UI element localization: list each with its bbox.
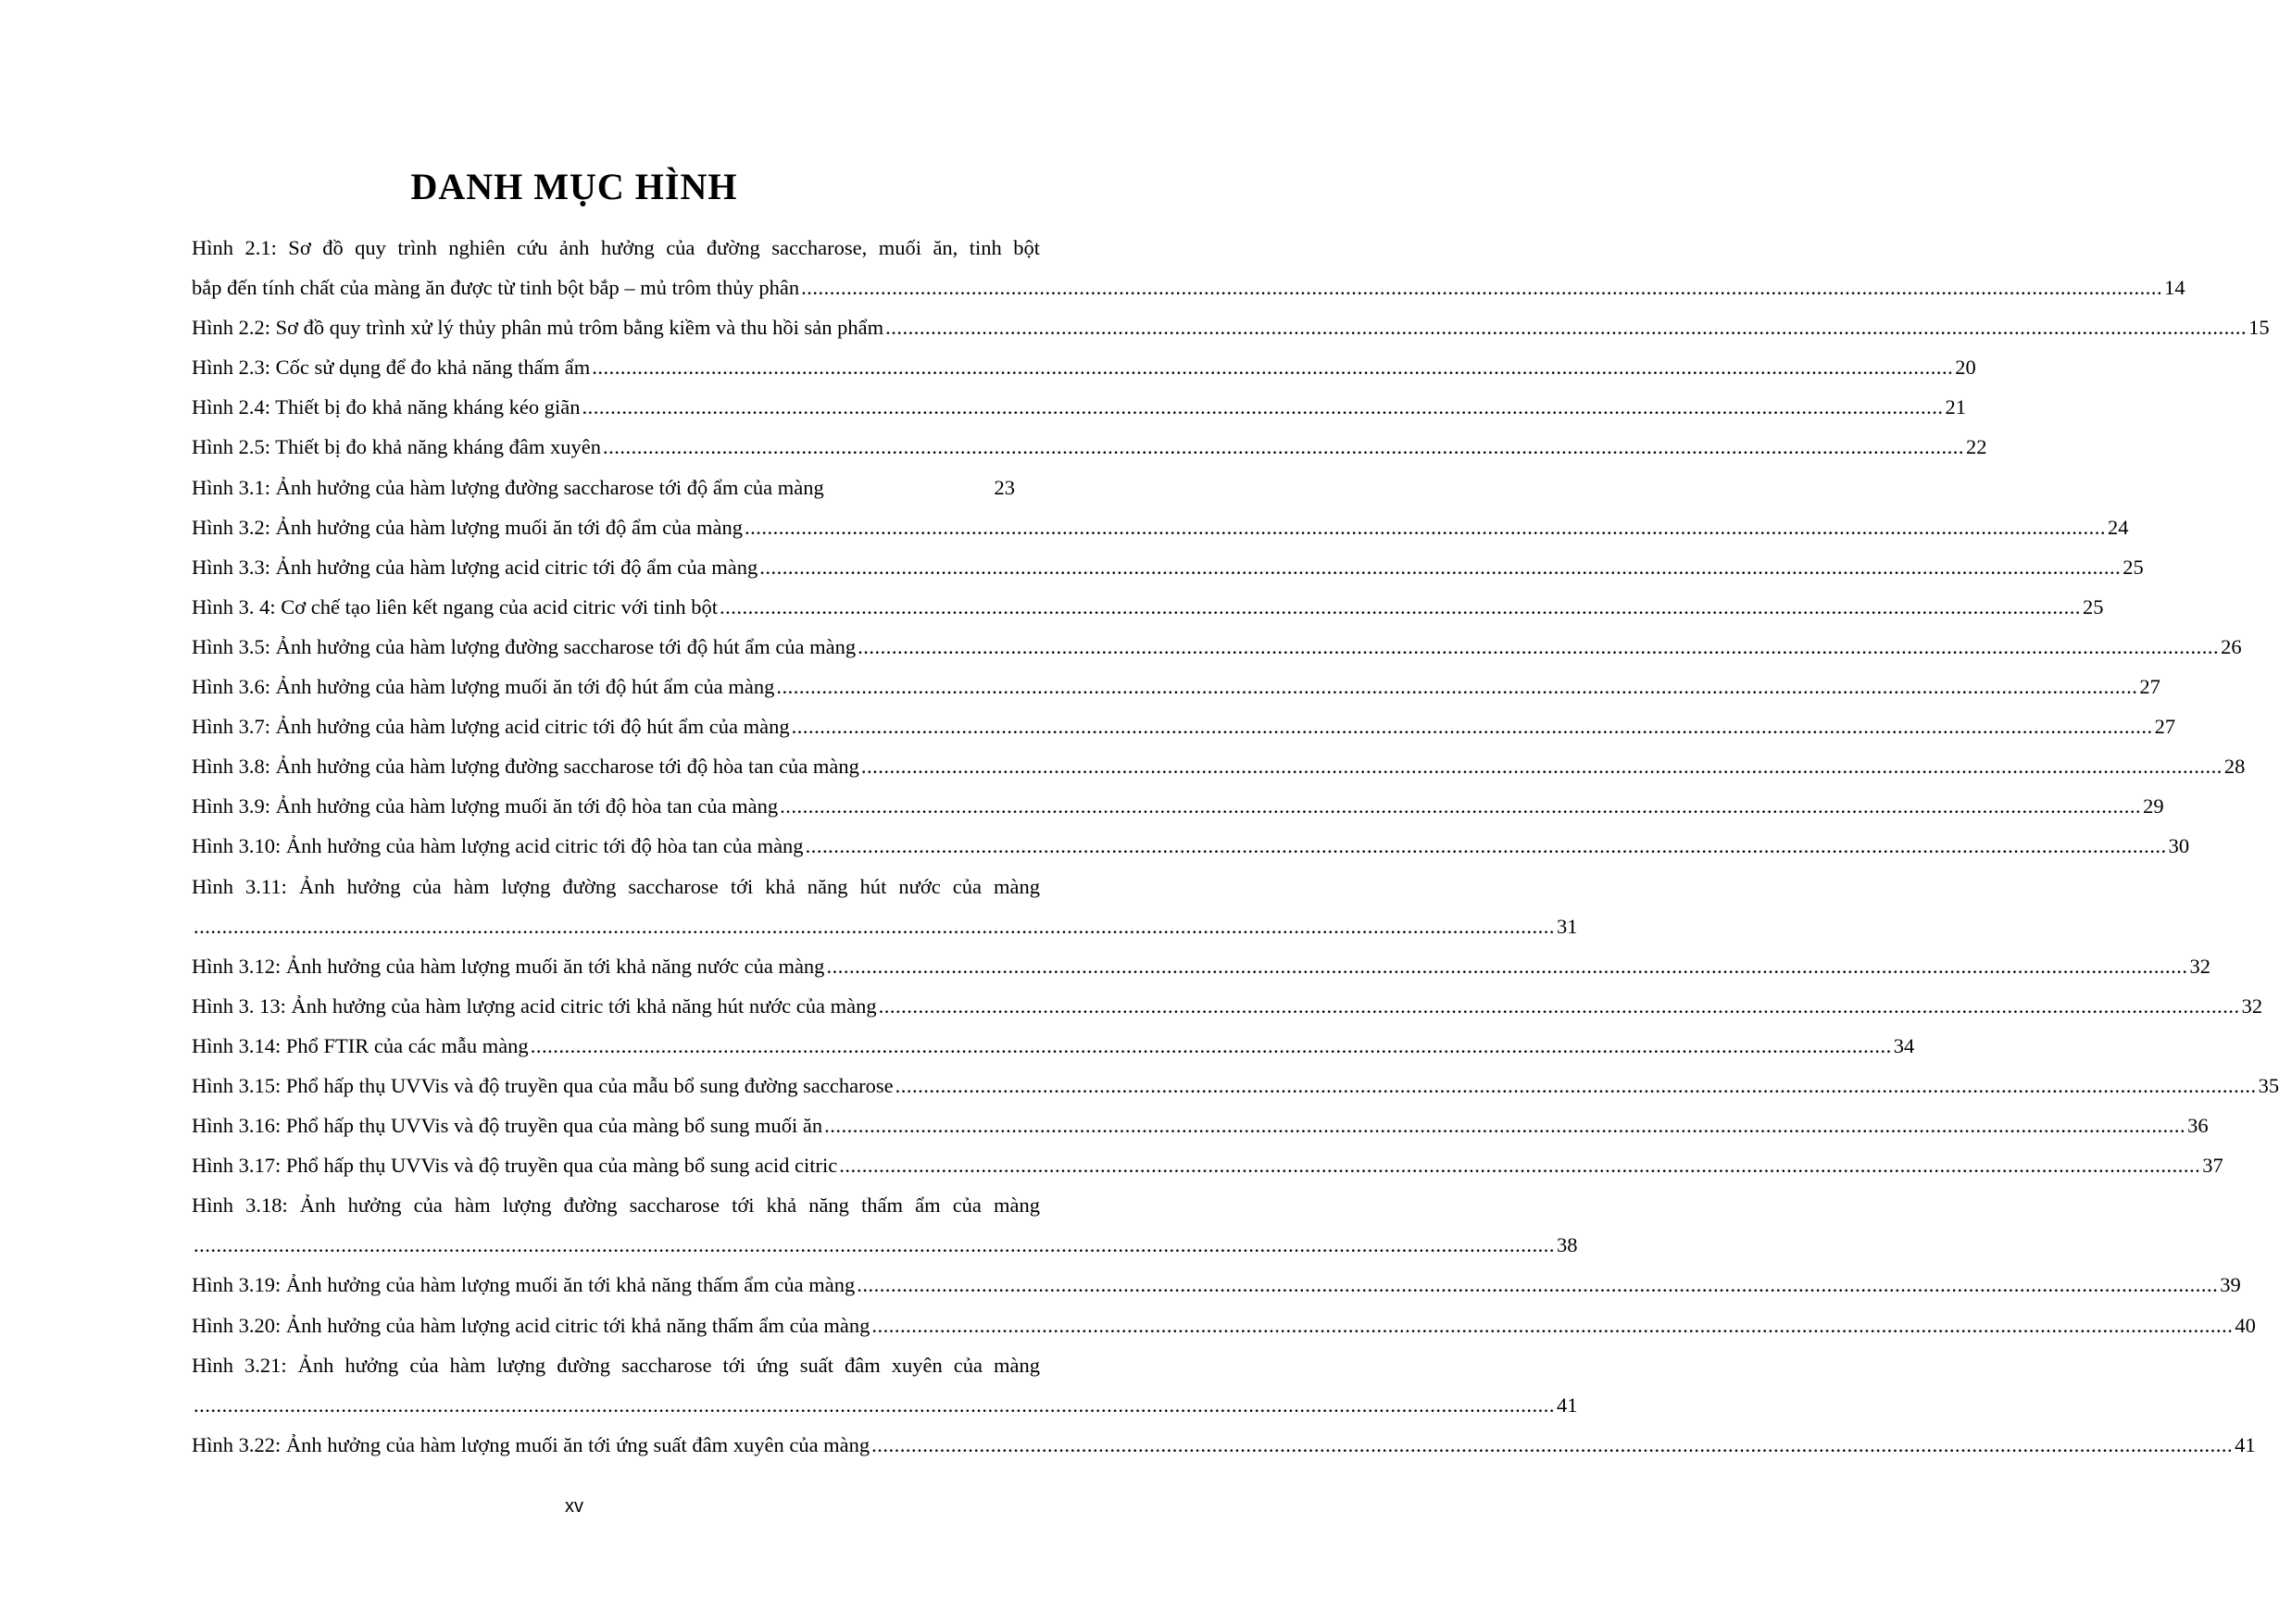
entry-page-number: 41 xyxy=(1557,1393,1578,1417)
entry-page-number: 15 xyxy=(2248,316,2270,340)
entry-text: Hình 3.19: Ảnh hưởng của hàm lượng muối ăn tới khả năng thấm ẩm của màng xyxy=(192,1273,856,1297)
dot-leader xyxy=(858,627,2219,667)
entry-page-number: 22 xyxy=(1966,435,1987,459)
entry-text: Hình 3.3: Ảnh hưởng của hàm lượng acid citric tới độ ẩm của màng xyxy=(192,555,758,579)
figure-entry[interactable] xyxy=(192,1026,1915,1066)
dot-leader xyxy=(824,1106,2185,1145)
dot-leader xyxy=(861,746,2223,786)
dot-leader xyxy=(780,786,2141,826)
entry-page-number: 40 xyxy=(2235,1313,2256,1337)
entry-text: Hình 3.8: Ảnh hưởng của hàm lượng đường saccharose tới độ hòa tan của màng xyxy=(192,755,859,779)
entry-text: Hình 3.15: Phổ hấp thụ UVVis và độ truyền qua của mẫu bổ sung đường saccharose xyxy=(192,1073,894,1097)
entry-page-number: 27 xyxy=(2154,715,2176,739)
dot-leader xyxy=(194,1225,1555,1265)
dot-leader xyxy=(806,826,2167,866)
figure-entry[interactable] xyxy=(192,547,2144,587)
entry-page-number: 27 xyxy=(2139,675,2160,699)
entry-text: Hình 3.2: Ảnh hưởng của hàm lượng muối ăn tới độ ẩm của màng xyxy=(192,515,743,539)
page-title: DANH MỤC HÌNH xyxy=(410,166,738,207)
dot-leader xyxy=(582,387,1944,427)
dot-leader xyxy=(826,946,2187,986)
figure-list xyxy=(192,228,2279,1465)
entry-page-number: 28 xyxy=(2223,755,2246,779)
figure-entry[interactable] xyxy=(192,786,2164,826)
dot-leader xyxy=(194,906,1555,946)
dot-leader xyxy=(194,1385,1555,1425)
entry-text: Hình 3.12: Ảnh hưởng của hàm lượng muối ăn tới khả năng nước của màng xyxy=(192,954,825,978)
entry-page-number: 30 xyxy=(2168,834,2190,858)
entry-text: Hình 3.18: Ảnh hưởng của hàm lượng đường saccharose tới khả năng thấm ẩm của màng xyxy=(192,1193,1040,1218)
figure-entry[interactable] xyxy=(192,627,2242,667)
entry-text: Hình 3.10: Ảnh hưởng của hàm lượng acid citric tới độ hòa tan của màng xyxy=(192,834,804,858)
figure-entry[interactable] xyxy=(192,1345,1578,1425)
entry-text: Hình 2.3: Cốc sử dụng để đo khả năng thấm ẩm xyxy=(192,356,591,380)
dot-leader xyxy=(801,268,2162,307)
entry-text: Hình 3.1: Ảnh hưởng của hàm lượng đường saccharose tới độ ẩm của màng xyxy=(192,475,824,499)
entry-text: Hình 3.11: Ảnh hưởng của hàm lượng đường saccharose tới khả năng hút nước của màng xyxy=(192,874,1040,898)
dot-leader xyxy=(745,507,2106,547)
entry-page-number: 24 xyxy=(2108,515,2129,539)
entry-page-number: 21 xyxy=(1945,395,1967,419)
figure-entry[interactable] xyxy=(192,746,2246,786)
entry-text: Hình 2.4: Thiết bị đo khả năng kháng kéo giãn xyxy=(192,395,581,419)
entry-page-number: 38 xyxy=(1557,1233,1578,1257)
figure-entry[interactable] xyxy=(192,507,2129,547)
figure-entry[interactable] xyxy=(192,587,2104,627)
figure-entry[interactable] xyxy=(192,1265,2241,1305)
entry-text: Hình 3.22: Ảnh hưởng của hàm lượng muối ăn tới ứng suất đâm xuyên của màng xyxy=(192,1432,870,1456)
figure-entry[interactable] xyxy=(192,1106,2209,1145)
figure-entry[interactable] xyxy=(192,986,2263,1026)
entry-page-number: 20 xyxy=(1955,356,1976,380)
entry-text: Hình 3.20: Ảnh hưởng của hàm lượng acid citric tới khả năng thấm ẩm của màng xyxy=(192,1313,870,1337)
entry-page-number: 36 xyxy=(2187,1114,2209,1138)
figure-entry[interactable] xyxy=(192,427,1987,467)
dot-leader xyxy=(871,1305,2233,1345)
dot-leader xyxy=(839,1145,2200,1185)
figure-entry[interactable] xyxy=(192,946,2210,986)
entry-page-number: 29 xyxy=(2143,794,2164,818)
dot-leader xyxy=(871,1425,2233,1465)
dot-leader xyxy=(885,307,2247,347)
entry-page-number: 14 xyxy=(2164,276,2185,300)
dot-leader xyxy=(592,347,1953,387)
entry-page-number: 34 xyxy=(1893,1033,1915,1057)
dot-leader xyxy=(603,427,1964,467)
figure-entry[interactable] xyxy=(192,228,2185,307)
entry-text: Hình 3.14: Phổ FTIR của các mẫu màng xyxy=(192,1033,529,1057)
entry-text: Hình 3.17: Phổ hấp thụ UVVis và độ truyền qua của màng bổ sung acid citric xyxy=(192,1154,838,1178)
entry-text: Hình 3.21: Ảnh hưởng của hàm lượng đường saccharose tới ứng suất đâm xuyên của màng xyxy=(192,1353,1040,1377)
entry-text: bắp đến tính chất của màng ăn được từ tinh bột bắp – mủ trôm thủy phân xyxy=(192,276,800,300)
entry-page-number: 32 xyxy=(2241,993,2263,1018)
entry-text: Hình 3.7: Ảnh hưởng của hàm lượng acid citric tới độ hút ẩm của màng xyxy=(192,715,790,739)
figure-entry[interactable] xyxy=(192,706,2176,746)
figure-entry[interactable] xyxy=(192,1066,2279,1106)
entry-text: Hình 2.5: Thiết bị đo khả năng kháng đâm xuyên xyxy=(192,435,602,459)
entry-page-number: 35 xyxy=(2258,1073,2279,1097)
figure-entry[interactable] xyxy=(192,667,2160,706)
entry-page-number: 31 xyxy=(1557,914,1578,938)
figure-entry[interactable] xyxy=(192,468,1040,507)
figure-entry[interactable] xyxy=(192,867,1578,946)
entry-page-number: 23 xyxy=(994,475,1015,499)
figure-entry[interactable] xyxy=(192,1305,2256,1345)
figure-entry[interactable] xyxy=(192,307,2270,347)
entry-text: Hình 3. 13: Ảnh hưởng của hàm lượng acid citric tới khả năng hút nước của màng xyxy=(192,993,877,1018)
dot-leader xyxy=(857,1265,2218,1305)
page-number: xv xyxy=(565,1496,583,1517)
figure-entry[interactable] xyxy=(192,1145,2223,1185)
entry-page-number: 37 xyxy=(2202,1154,2223,1178)
entry-text: Hình 3.5: Ảnh hưởng của hàm lượng đường saccharose tới độ hút ẩm của màng xyxy=(192,634,857,658)
figure-entry[interactable] xyxy=(192,347,1976,387)
figure-entry[interactable] xyxy=(192,1425,2256,1465)
figure-entry[interactable] xyxy=(192,1185,1578,1265)
entry-text: Hình 3.6: Ảnh hưởng của hàm lượng muối ăn tới độ hút ẩm của màng xyxy=(192,675,775,699)
dot-leader xyxy=(531,1026,1892,1066)
dot-leader xyxy=(776,667,2137,706)
entry-text: Hình 3. 4: Cơ chế tạo liên kết ngang của acid citric với tinh bột xyxy=(192,594,719,618)
entry-page-number: 39 xyxy=(2220,1273,2241,1297)
entry-text: Hình 3.9: Ảnh hưởng của hàm lượng muối ăn tới độ hòa tan của màng xyxy=(192,794,779,818)
dot-leader xyxy=(720,587,2081,627)
entry-text: Hình 2.2: Sơ đồ quy trình xử lý thủy phân mủ trôm bằng kiềm và thu hồi sản phẩm xyxy=(192,316,884,340)
figure-entry[interactable] xyxy=(192,387,1967,427)
entry-page-number: 32 xyxy=(2189,954,2210,978)
entry-page-number: 25 xyxy=(2083,594,2104,618)
entry-page-number: 26 xyxy=(2221,634,2242,658)
dot-leader xyxy=(792,706,2153,746)
entry-text: Hình 2.1: Sơ đồ quy trình nghiên cứu ảnh hưởng của đường saccharose, muối ăn, tinh bột xyxy=(192,236,1040,259)
entry-text: Hình 3.16: Phổ hấp thụ UVVis và độ truyền qua của màng bổ sung muối ăn xyxy=(192,1114,823,1138)
dot-leader xyxy=(895,1066,2257,1106)
entry-page-number: 41 xyxy=(2235,1432,2256,1456)
dot-leader xyxy=(879,986,2240,1026)
dot-leader xyxy=(759,547,2121,587)
entry-page-number: 25 xyxy=(2122,555,2144,579)
figure-entry[interactable] xyxy=(192,826,2190,866)
